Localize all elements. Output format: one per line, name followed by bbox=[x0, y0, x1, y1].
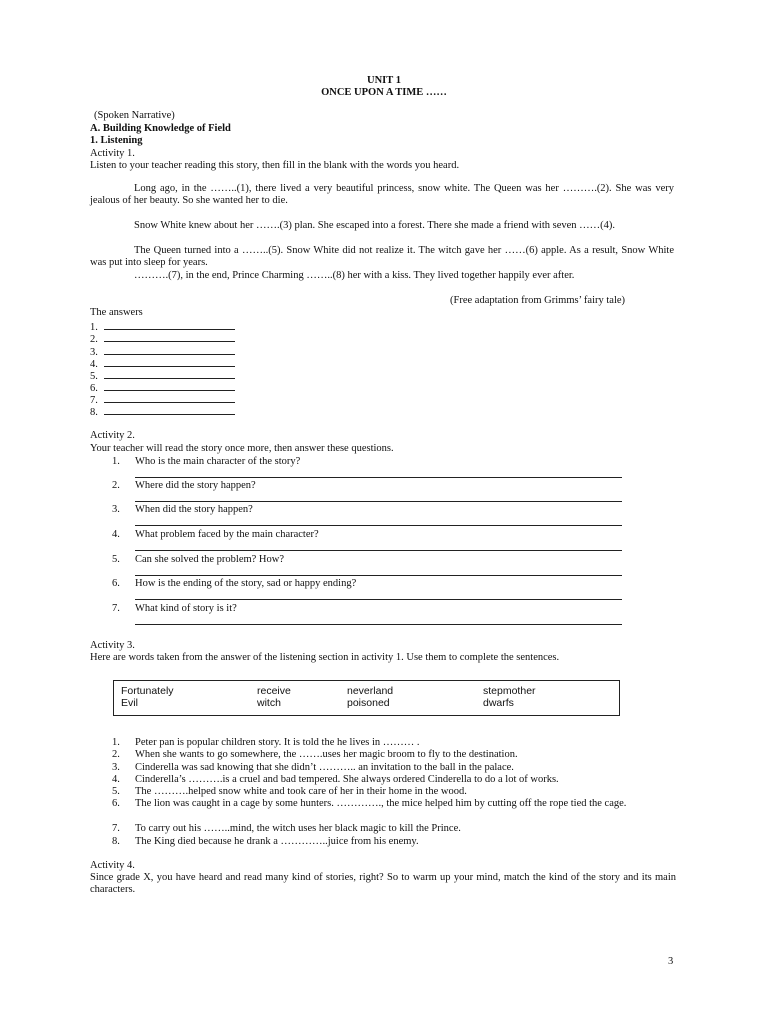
word-bank-item: Fortunately bbox=[121, 685, 174, 697]
question-text: Can she solved the problem? How? bbox=[135, 554, 285, 565]
sentence-number: 3. bbox=[112, 762, 120, 773]
word-bank-item: receive bbox=[257, 685, 291, 697]
question-number: 7. bbox=[112, 603, 120, 614]
word-bank-item: stepmother bbox=[483, 685, 536, 697]
story-paragraph-1: Long ago, in the ……..(1), there lived a very beautiful princess, snow white. The Queen was her ……….(2). She was very jealous of her beauty. So she wanted her to die. bbox=[90, 183, 674, 207]
sentence-text: The lion was caught in a cage by some hunters. …………., the mice helped him by cutting off the rope tied the cage. bbox=[135, 798, 627, 809]
question-number: 6. bbox=[112, 578, 120, 589]
answer-row bbox=[90, 320, 235, 332]
spoken-narrative-label: (Spoken Narrative) bbox=[94, 110, 175, 121]
word-bank-item: Evil bbox=[121, 697, 138, 709]
question-number: 1. bbox=[112, 456, 120, 467]
question-number: 2. bbox=[112, 480, 120, 491]
answer-number: 2. bbox=[90, 334, 98, 345]
sentence-number: 4. bbox=[112, 774, 120, 785]
question-text: What kind of story is it? bbox=[135, 603, 237, 614]
sentence-number: 5. bbox=[112, 786, 120, 797]
answer-number: 6. bbox=[90, 383, 98, 394]
question-answer-line[interactable] bbox=[135, 477, 622, 478]
word-bank-box bbox=[113, 680, 620, 716]
question-answer-line[interactable] bbox=[135, 550, 622, 551]
question-number: 3. bbox=[112, 504, 120, 515]
sentence-text: Cinderella was sad knowing that she didn’t ……….. an invitation to the ball in the palace. bbox=[135, 762, 514, 773]
activity3-label: Activity 3. bbox=[90, 640, 135, 651]
unit-heading: UNIT 1 bbox=[367, 75, 401, 86]
page-number: 3 bbox=[668, 956, 674, 967]
answer-number: 4. bbox=[90, 359, 98, 370]
answer-blank-line[interactable] bbox=[104, 405, 235, 415]
question-answer-line[interactable] bbox=[135, 501, 622, 502]
answer-number: 8. bbox=[90, 407, 98, 418]
activity2-instruction: Your teacher will read the story once more, then answer these questions. bbox=[90, 443, 394, 454]
question-text: Where did the story happen? bbox=[135, 480, 256, 491]
answer-blank-line[interactable] bbox=[104, 332, 235, 342]
sentence-text: Cinderella’s ……….is a cruel and bad tempered. She always ordered Cinderella to do a lot of works. bbox=[135, 774, 559, 785]
word-bank-item: dwarfs bbox=[483, 697, 514, 709]
answer-number: 1. bbox=[90, 322, 98, 333]
answer-blank-line[interactable] bbox=[104, 320, 235, 330]
sentence-text: To carry out his ……..mind, the witch uses her black magic to kill the Prince. bbox=[135, 823, 461, 834]
answer-row bbox=[90, 357, 235, 369]
activity3-instruction: Here are words taken from the answer of the listening section in activity 1. Use them to complete the sentences. bbox=[90, 652, 560, 663]
question-number: 4. bbox=[112, 529, 120, 540]
question-text: What problem faced by the main character? bbox=[135, 529, 319, 540]
story-paragraph-3: The Queen turned into a ……..(5). Snow White did not realize it. The witch gave her ……(6) apple. As a result, Snow White was put into sleep for years. bbox=[90, 245, 674, 269]
story-paragraph-2: Snow White knew about her …….(3) plan. She escaped into a forest. There she made a friend with seven ……(4). bbox=[134, 220, 616, 231]
answer-row bbox=[90, 393, 235, 405]
question-answer-line[interactable] bbox=[135, 624, 622, 625]
answer-row bbox=[90, 369, 235, 381]
question-number: 5. bbox=[112, 554, 120, 565]
answer-blank-line[interactable] bbox=[104, 345, 235, 355]
question-answer-line[interactable] bbox=[135, 525, 622, 526]
sentence-text: The ……….helped snow white and took care of her in their home in the wood. bbox=[135, 786, 467, 797]
question-answer-line[interactable] bbox=[135, 599, 622, 600]
sentence-number: 1. bbox=[112, 737, 120, 748]
answer-blank-line[interactable] bbox=[104, 369, 235, 379]
answer-blank-line[interactable] bbox=[104, 357, 235, 367]
unit-title: ONCE UPON A TIME …… bbox=[321, 87, 447, 98]
sentence-number: 8. bbox=[112, 836, 120, 847]
answer-row bbox=[90, 345, 235, 357]
story-paragraph-4: ……….(7), in the end, Prince Charming ……..(8) her with a kiss. They lived together happily ever after. bbox=[134, 270, 575, 281]
answer-row bbox=[90, 405, 235, 417]
section-a-heading: A. Building Knowledge of Field bbox=[90, 123, 231, 134]
answer-row bbox=[90, 381, 235, 393]
sentence-number: 6. bbox=[112, 798, 120, 809]
activity2-label: Activity 2. bbox=[90, 430, 135, 441]
question-text: When did the story happen? bbox=[135, 504, 253, 515]
activity1-label: Activity 1. bbox=[90, 148, 135, 159]
answer-number: 3. bbox=[90, 347, 98, 358]
question-text: How is the ending of the story, sad or happy ending? bbox=[135, 578, 357, 589]
activity4-label: Activity 4. bbox=[90, 860, 135, 871]
sentence-text: When she wants to go somewhere, the …….uses her magic broom to fly to the destination. bbox=[135, 749, 518, 760]
answer-number: 7. bbox=[90, 395, 98, 406]
activity1-instruction: Listen to your teacher reading this story, then fill in the blank with the words you heard. bbox=[90, 160, 460, 171]
question-text: Who is the main character of the story? bbox=[135, 456, 301, 467]
answer-number: 5. bbox=[90, 371, 98, 382]
sentence-number: 2. bbox=[112, 749, 120, 760]
activity4-instruction: Since grade X, you have heard and read many kind of stories, right? So to warm up your mind, match the kind of the story and its main characters. bbox=[90, 872, 676, 896]
answer-blank-line[interactable] bbox=[104, 393, 235, 403]
sentence-text: The King died because he drank a …………..juice from his enemy. bbox=[135, 836, 419, 847]
answer-row bbox=[90, 332, 235, 344]
answer-blank-line[interactable] bbox=[104, 381, 235, 391]
word-bank-item: poisoned bbox=[347, 697, 390, 709]
listening-heading: 1. Listening bbox=[90, 135, 143, 146]
question-answer-line[interactable] bbox=[135, 575, 622, 576]
answers-label: The answers bbox=[90, 307, 143, 318]
word-bank-item: witch bbox=[257, 697, 281, 709]
sentence-text: Peter pan is popular children story. It is told the he lives in ……… . bbox=[135, 737, 420, 748]
word-bank-item: neverland bbox=[347, 685, 394, 697]
sentence-number: 7. bbox=[112, 823, 120, 834]
story-source: (Free adaptation from Grimms’ fairy tale) bbox=[450, 295, 626, 306]
